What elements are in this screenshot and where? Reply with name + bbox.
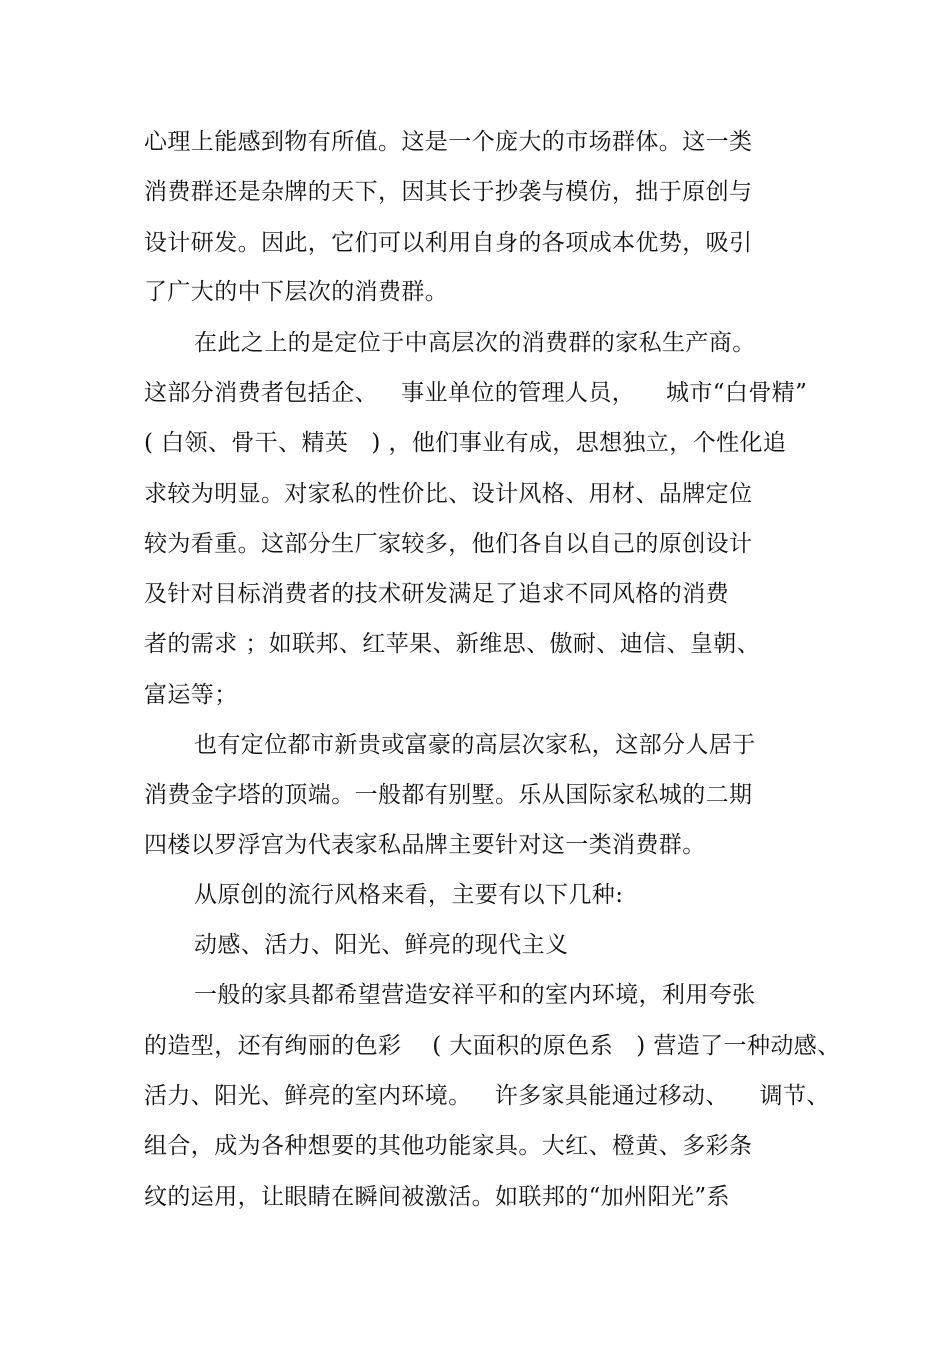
text-line: 四楼以罗浮宫为代表家私品牌主要针对这一类消费群。 [144, 832, 706, 858]
text-line: 消费金字塔的顶端。一般都有别墅。乐从国际家私城的二期 [144, 782, 753, 808]
section-heading-line: 动感、活力、阳光、鲜亮的现代主义 [194, 932, 569, 958]
text-line: 设计研发。因此，它们可以利用自身的各项成本优势，吸引 [144, 230, 753, 256]
text-line: 较为看重。这部分生厂家较多，他们各自以自己的原创设计 [144, 531, 753, 557]
text-line: 富运等； [144, 682, 238, 708]
text-line: 这部分消费者包括企、 事业单位的管理人员， 城市“白骨精” [144, 380, 808, 406]
text-line: 纹的运用，让眼睛在瞬间被激活。如联邦的“加州阳光”系 [144, 1184, 730, 1210]
text-line: 了广大的中下层次的消费群。 [144, 279, 449, 305]
text-line: 求较为明显。对家私的性价比、设计风格、用材、品牌定位 [144, 481, 753, 507]
text-line: 消费群还是杂牌的天下，因其长于抄袭与模仿，拙于原创与 [144, 179, 753, 205]
paragraph-start-line: 一般的家具都希望营造安祥平和的室内环境，利用夸张 [194, 982, 756, 1008]
text-line: 及针对目标消费者的技术研发满足了追求不同风格的消费 [144, 581, 729, 607]
text-line: 组合，成为各种想要的其他功能家具。大红、橙黄、多彩条 [144, 1133, 753, 1159]
text-line: ( 白领、骨干、精英 ) ，他们事业有成，思想独立，个性化追 [144, 430, 787, 456]
paragraph-start-line: 也有定位都市新贵或富豪的高层次家私，这部分人居于 [194, 732, 756, 758]
paragraph-start-line: 从原创的流行风格来看，主要有以下几种: [194, 882, 624, 908]
text-line: 的造型，还有绚丽的色彩 ( 大面积的原色系 ) 营造了一种动感、 [144, 1033, 841, 1059]
text-line: 者的需求 ；如联邦、红苹果、新维思、傲耐、迪信、皇朝、 [144, 631, 761, 657]
text-line: 活力、阳光、鲜亮的室内环境。 许多家具能通过移动、 调节、 [144, 1083, 830, 1109]
text-line: 心理上能感到物有所值。这是一个庞大的市场群体。这一类 [144, 129, 753, 155]
paragraph-start-line: 在此之上的是定位于中高层次的消费群的家私生产商。 [194, 330, 756, 356]
